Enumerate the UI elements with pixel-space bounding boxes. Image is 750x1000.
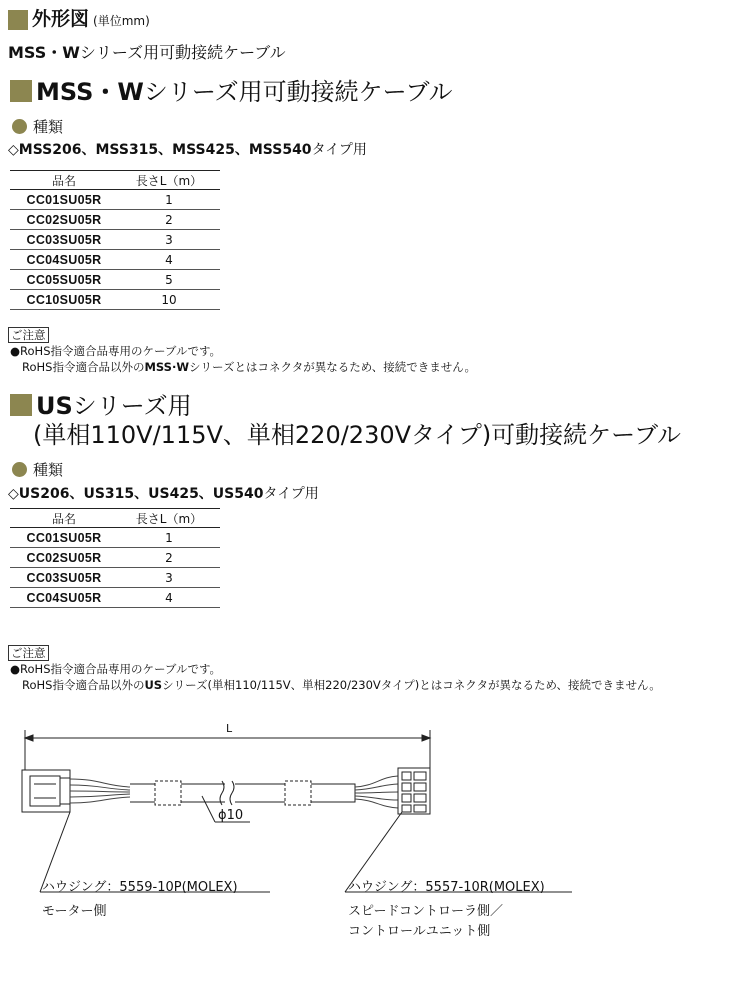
length-cell: 3 xyxy=(118,568,220,588)
motor-side-label: モーター側 xyxy=(42,904,107,919)
controller-side-label: スピードコントローラ側／ xyxy=(348,904,503,919)
note-text: RoHS指令適合品以外の xyxy=(22,678,145,692)
column-header-name: 品名 xyxy=(10,509,118,528)
length-cell: 2 xyxy=(118,210,220,230)
right-housing-label: ハウジング：5557-10R(MOLEX) xyxy=(348,880,545,895)
length-cell: 10 xyxy=(118,290,220,310)
section-title-rest: シリーズ用可動接続ケーブル xyxy=(143,78,453,106)
length-cell: 3 xyxy=(118,230,220,250)
column-header-name: 品名 xyxy=(10,171,118,190)
note-line-1: ●RoHS指令適合品専用のケーブルです。 xyxy=(10,344,222,358)
length-cell: 5 xyxy=(118,270,220,290)
product-name-cell: CC03SU05R xyxy=(10,230,118,250)
note-line-1: ●RoHS指令適合品専用のケーブルです。 xyxy=(10,662,222,676)
product-name-cell: CC02SU05R xyxy=(10,210,118,230)
subtitle-rest: シリーズ用可動接続ケーブル xyxy=(79,43,286,62)
diameter-label: ϕ10 xyxy=(218,808,244,823)
types-suffix: タイプ用 xyxy=(311,142,367,158)
diamond-icon: ◇ xyxy=(8,142,19,158)
section-title-rest: シリーズ用 xyxy=(72,392,192,420)
types-models: US206、US315、US425、US540 xyxy=(18,486,264,502)
types-models: MSS206、MSS315、MSS425、MSS540 xyxy=(18,142,312,158)
length-cell: 4 xyxy=(118,588,220,608)
right-wires xyxy=(355,776,398,808)
section-title-us-line2: (単相110V/115V、単相220/230Vタイプ)可動接続ケーブル xyxy=(33,421,682,449)
right-connector xyxy=(398,768,430,814)
types-suffix: タイプ用 xyxy=(263,486,319,502)
section-title-bold: MSS・W xyxy=(36,78,144,106)
unit-label: (単位mm) xyxy=(93,14,150,28)
note-text: シリーズ(単相110/115V、単相220/230Vタイプ)とはコネクタが異なるため、接続できません。 xyxy=(162,678,661,692)
caution-label: ご注意 xyxy=(8,645,49,661)
product-name-cell: CC05SU05R xyxy=(10,270,118,290)
left-housing-label: ハウジング：5559-10P(MOLEX) xyxy=(42,880,238,895)
caution-label: ご注意 xyxy=(8,327,49,343)
subtitle-bold: MSS・W xyxy=(8,43,80,62)
cable-body xyxy=(130,781,355,805)
length-cell: 1 xyxy=(118,190,220,210)
title-text: 外形図 xyxy=(32,8,90,30)
product-name-cell: CC03SU05R xyxy=(10,568,118,588)
note-bold: MSS·W xyxy=(144,360,190,374)
left-wires xyxy=(70,779,130,803)
product-name-cell: CC10SU05R xyxy=(10,290,118,310)
product-name-cell: CC01SU05R xyxy=(10,528,118,548)
diamond-icon: ◇ xyxy=(8,486,19,502)
column-header-length: 長さL（m） xyxy=(118,171,220,190)
length-label: L xyxy=(226,722,233,735)
product-name-cell: CC02SU05R xyxy=(10,548,118,568)
dimension-line-l xyxy=(25,730,430,772)
length-cell: 1 xyxy=(118,528,220,548)
product-name-cell: CC04SU05R xyxy=(10,250,118,270)
column-header-length: 長さL（m） xyxy=(118,509,220,528)
note-bold: US xyxy=(144,678,163,692)
kind-label: 種類 xyxy=(33,118,64,136)
note-text: シリーズとはコネクタが異なるため、接続できません。 xyxy=(189,360,476,374)
section-title-bold: US xyxy=(36,392,73,420)
product-name-cell: CC04SU05R xyxy=(10,588,118,608)
note-text: RoHS指令適合品以外の xyxy=(22,360,145,374)
control-unit-side-label: コントロールユニット側 xyxy=(348,924,491,939)
length-cell: 2 xyxy=(118,548,220,568)
product-name-cell: CC01SU05R xyxy=(10,190,118,210)
left-connector xyxy=(22,770,70,812)
length-cell: 4 xyxy=(118,250,220,270)
kind-label: 種類 xyxy=(33,461,64,479)
